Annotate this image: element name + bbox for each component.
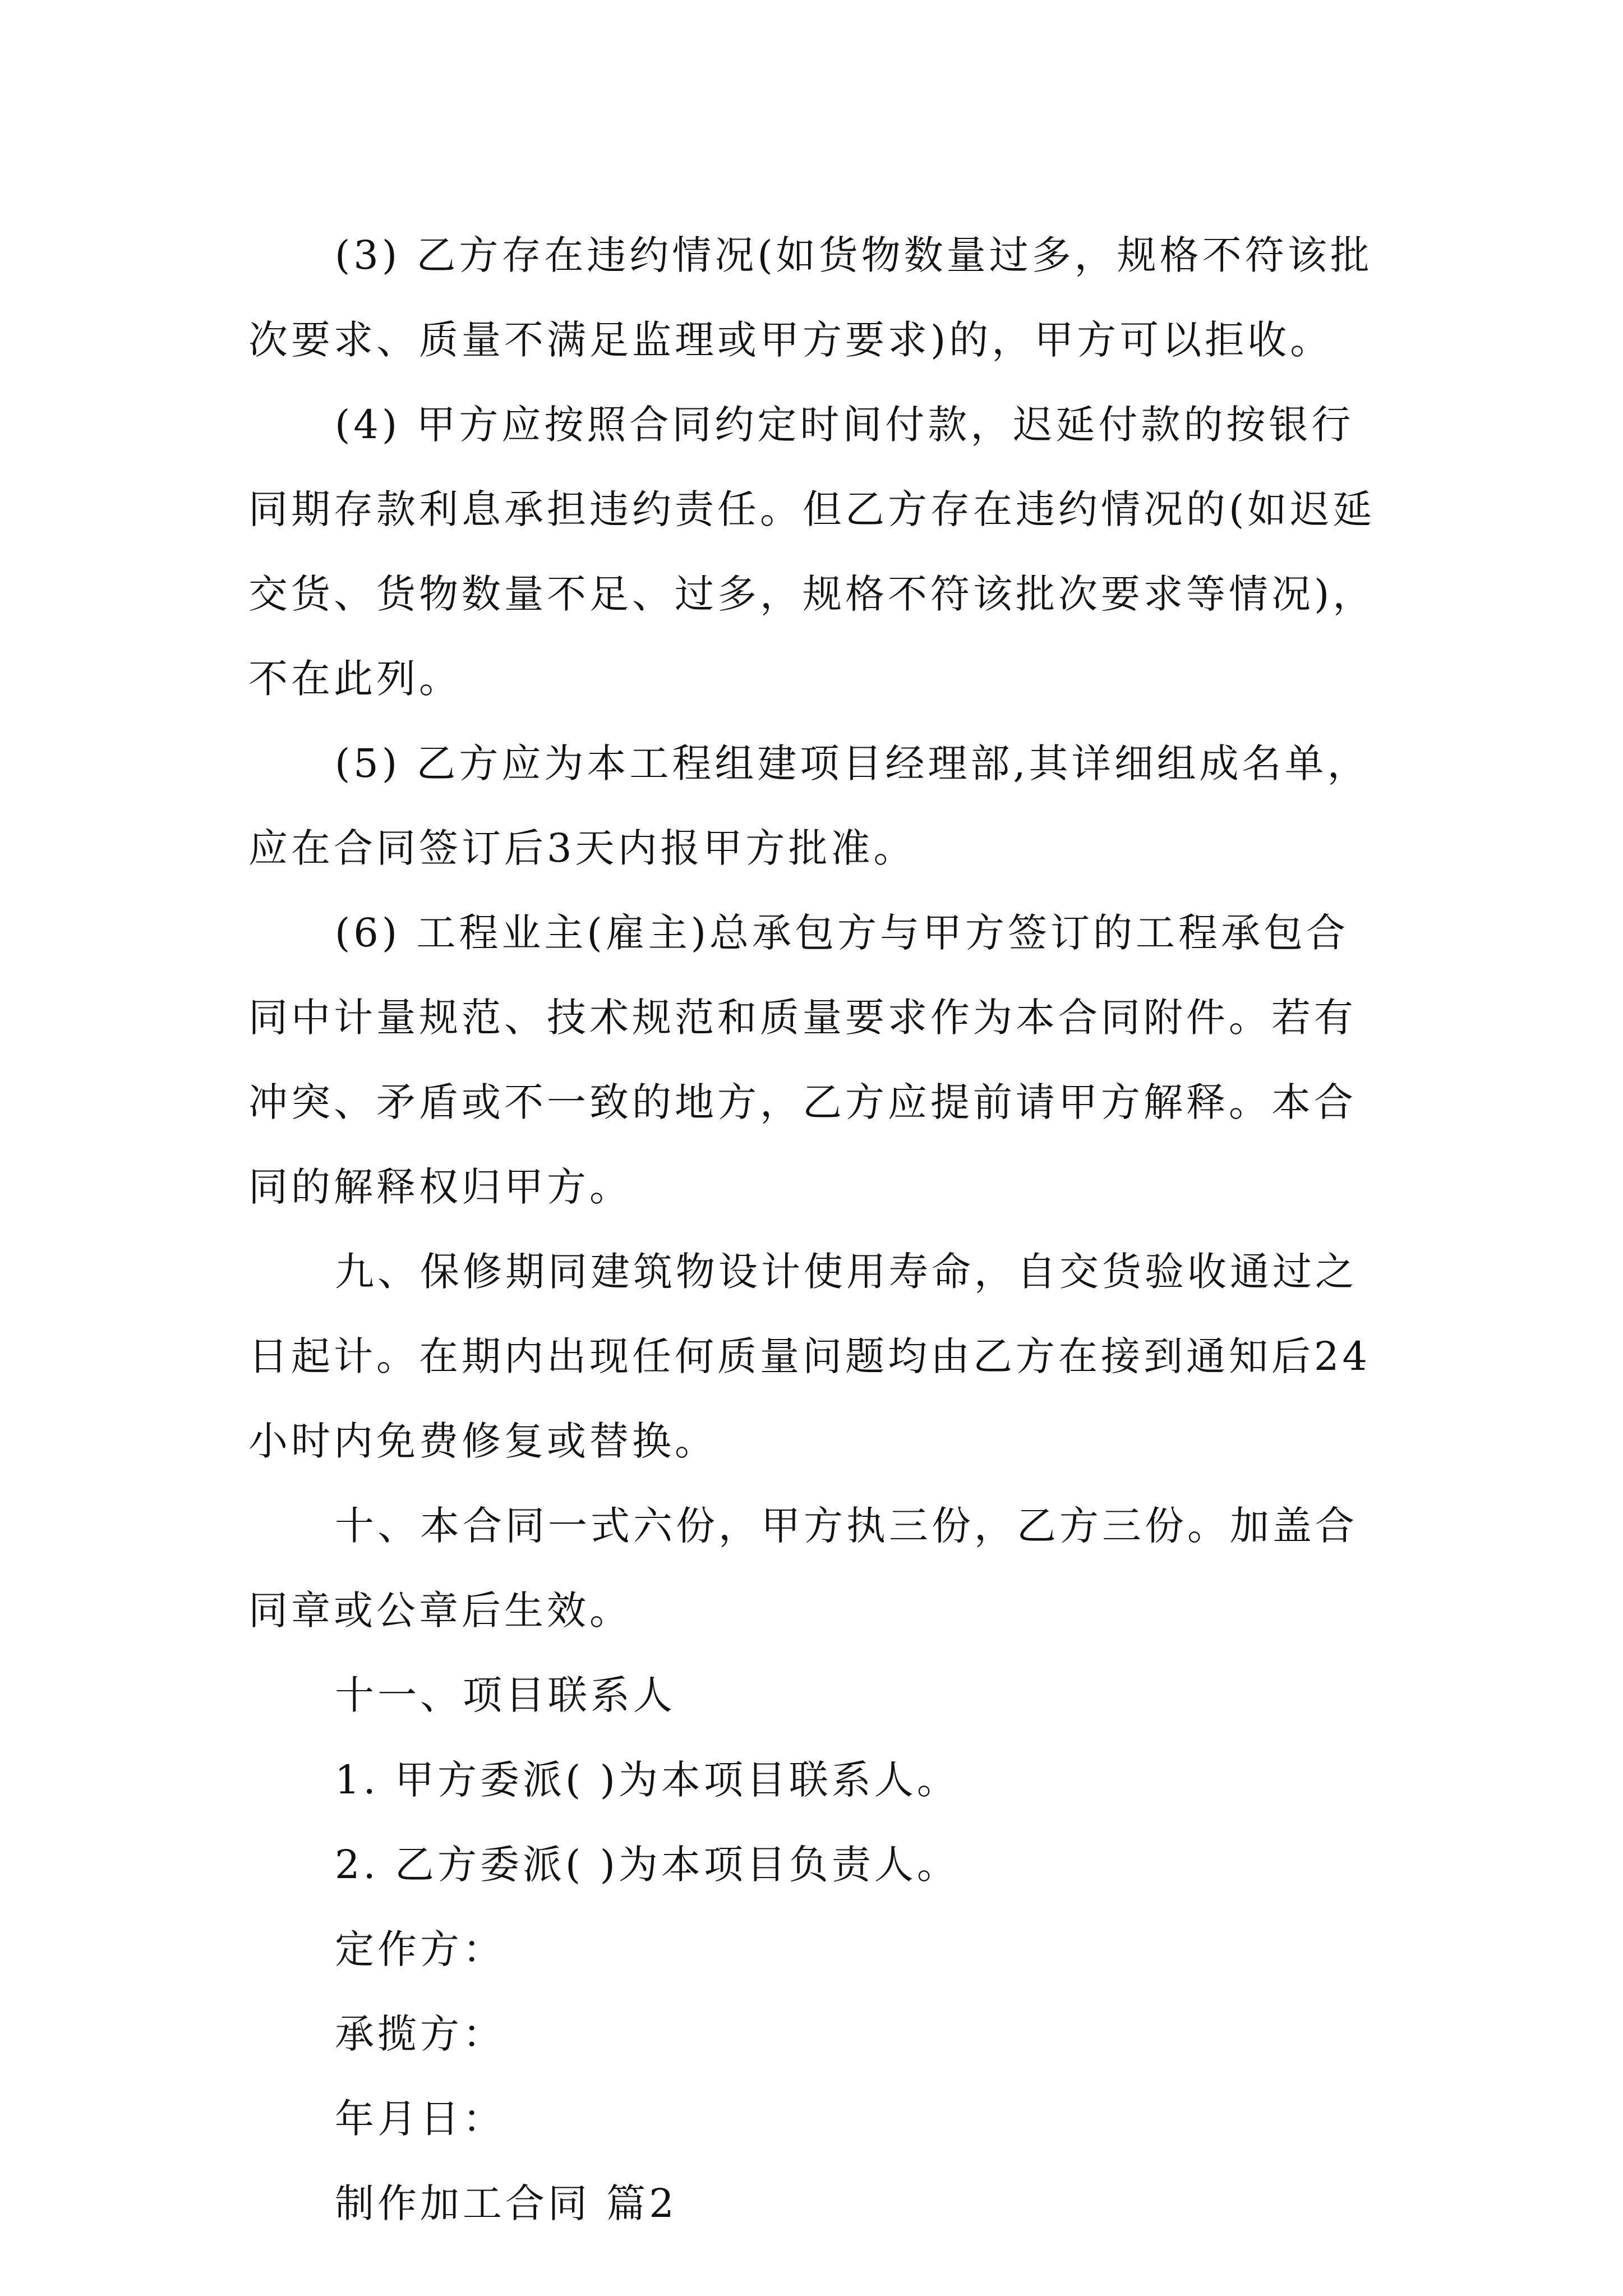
signature-orderer: 定作方： (335, 1926, 505, 1972)
contact-party-a: 1. 甲方委派( )为本项目联系人。 (335, 1757, 960, 1803)
next-contract-title: 制作加工合同 篇2 (335, 2180, 677, 2226)
clause-8-3: (3) 乙方存在违约情况(如货物数量过多，规格不符该批次要求、质量不满足监理或甲方要求)的，甲方可以拒收。 (248, 232, 1373, 363)
signature-date: 年月日： (335, 2096, 505, 2142)
clause-9-warranty: 九、保修期同建筑物设计使用寿命，自交货验收通过之日起计。在期内出现任何质量问题均由乙方在接到通知后24小时内免费修复或替换。 (248, 1249, 1371, 1464)
signature-contractor: 承揽方： (335, 2011, 505, 2057)
clause-8-4: (4) 甲方应按照合同约定时间付款，迟延付款的按银行同期存款利息承担违约责任。但乙方存在违约情况的(如迟延交货、货物数量不足、过多，规格不符该批次要求等情况)，不在此列。 (248, 402, 1376, 702)
clause-8-5: (5) 乙方应为本工程组建项目经理部,其详细组成名单，应在合同签订后3天内报甲方批准。 (248, 740, 1370, 871)
document-body (248, 213, 1376, 2246)
clause-8-6: (6) 工程业主(雇主)总承包方与甲方签订的工程承包合同中计量规范、技术规范和质量要求作为本合同附件。若有冲突、矛盾或不一致的地方，乙方应提前请甲方解释。本合同的解释权归甲方。 (248, 910, 1357, 1210)
clause-11-heading: 十一、项目联系人 (335, 1672, 676, 1718)
clause-10-copies: 十、本合同一式六份，甲方执三份，乙方三份。加盖合同章或公章后生效。 (248, 1503, 1358, 1634)
contact-party-b: 2. 乙方委派( )为本项目负责人。 (335, 1842, 960, 1888)
